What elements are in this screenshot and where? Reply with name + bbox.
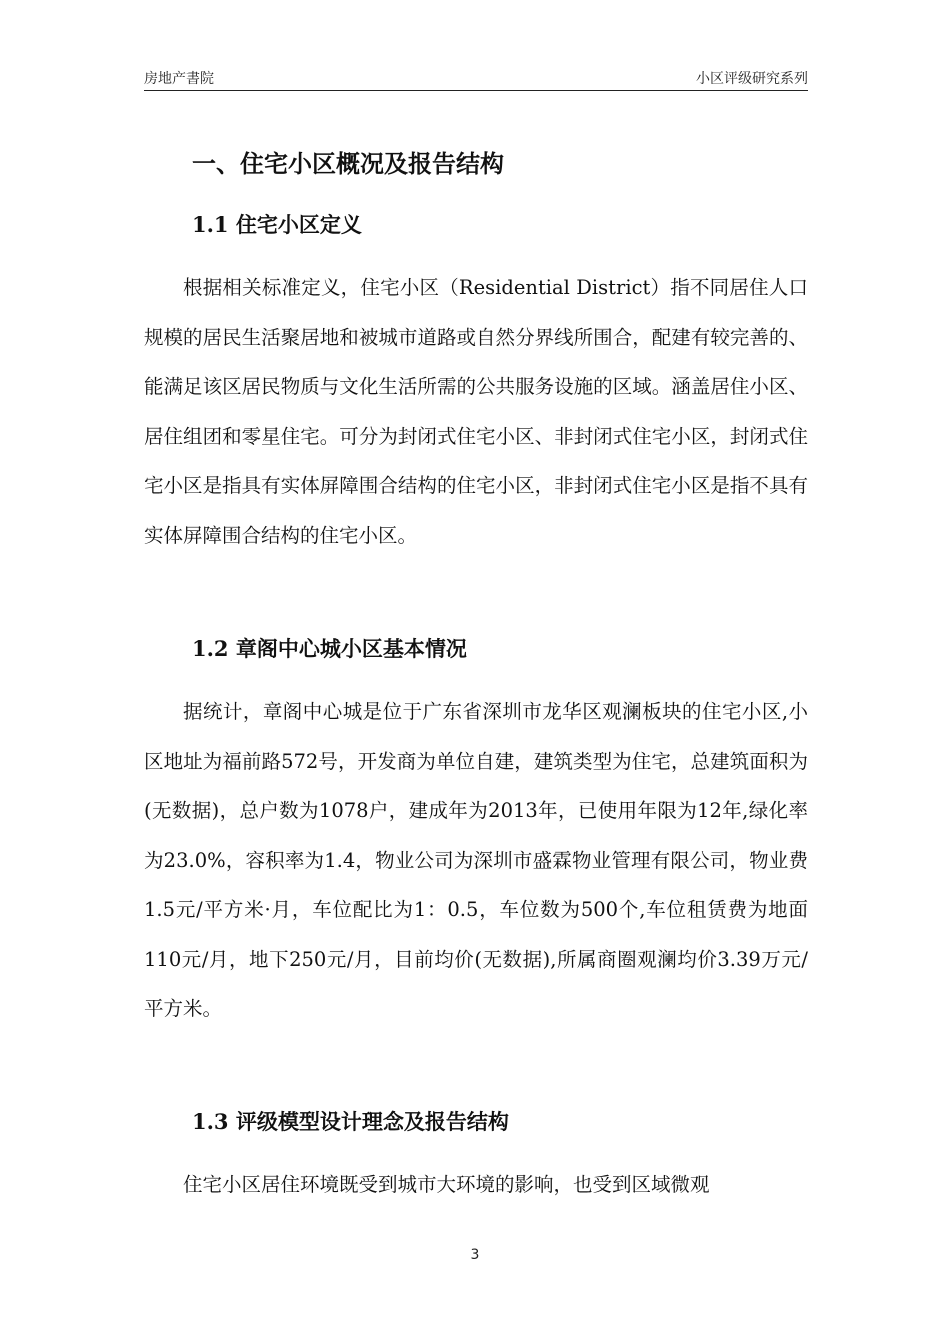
chapter-title: 一、住宅小区概况及报告结构	[192, 149, 504, 178]
section-paragraph-1-1: 根据相关标准定义，住宅小区（Residential District）指不同居住人口规模的居民生活聚居地和被城市道路或自然分界线所围合，配建有较完善的、能满足该区居民物质与文化生活所需的公共服务设施的区域。涵盖居住小区、居住组团和零星住宅。可分为封闭式住宅小区、非封闭式住宅小区，封闭式住宅小区是指具有实体屏障围合结构的住宅小区，非封闭式住宅小区是指不具有实体屏障围合结构的住宅小区。	[144, 276, 808, 547]
header-publisher: 房地产書院	[144, 71, 214, 87]
section-heading-1-1: 1.1 住宅小区定义	[192, 212, 362, 237]
section-heading-1-3: 1.3 评级模型设计理念及报告结构	[192, 1109, 509, 1134]
page-number: 3	[470, 1247, 480, 1263]
section-paragraph-1-2: 据统计，章阁中心城是位于广东省深圳市龙华区观澜板块的住宅小区,小区地址为福前路572号，开发商为单位自建，建筑类型为住宅，总建筑面积为(无数据)，总户数为1078户，建成年为2013年，已使用年限为12年,绿化率为23.0%，容积率为1.4，物业公司为深圳市盛霖物业管理有限公司，物业费1.5元/平方米·月，车位配比为1：0.5，车位数为500个,车位租赁费为地面110元/月，地下250元/月，目前均价(无数据),所属商圈观澜均价3.39万元/平方米。	[144, 700, 808, 1020]
section-heading-1-2: 1.2 章阁中心城小区基本情况	[192, 636, 467, 661]
page-header	[144, 62, 808, 91]
header-series: 小区评级研究系列	[696, 71, 808, 87]
section-paragraph-1-3: 住宅小区居住环境既受到城市大环境的影响，也受到区域微观	[183, 1173, 710, 1196]
